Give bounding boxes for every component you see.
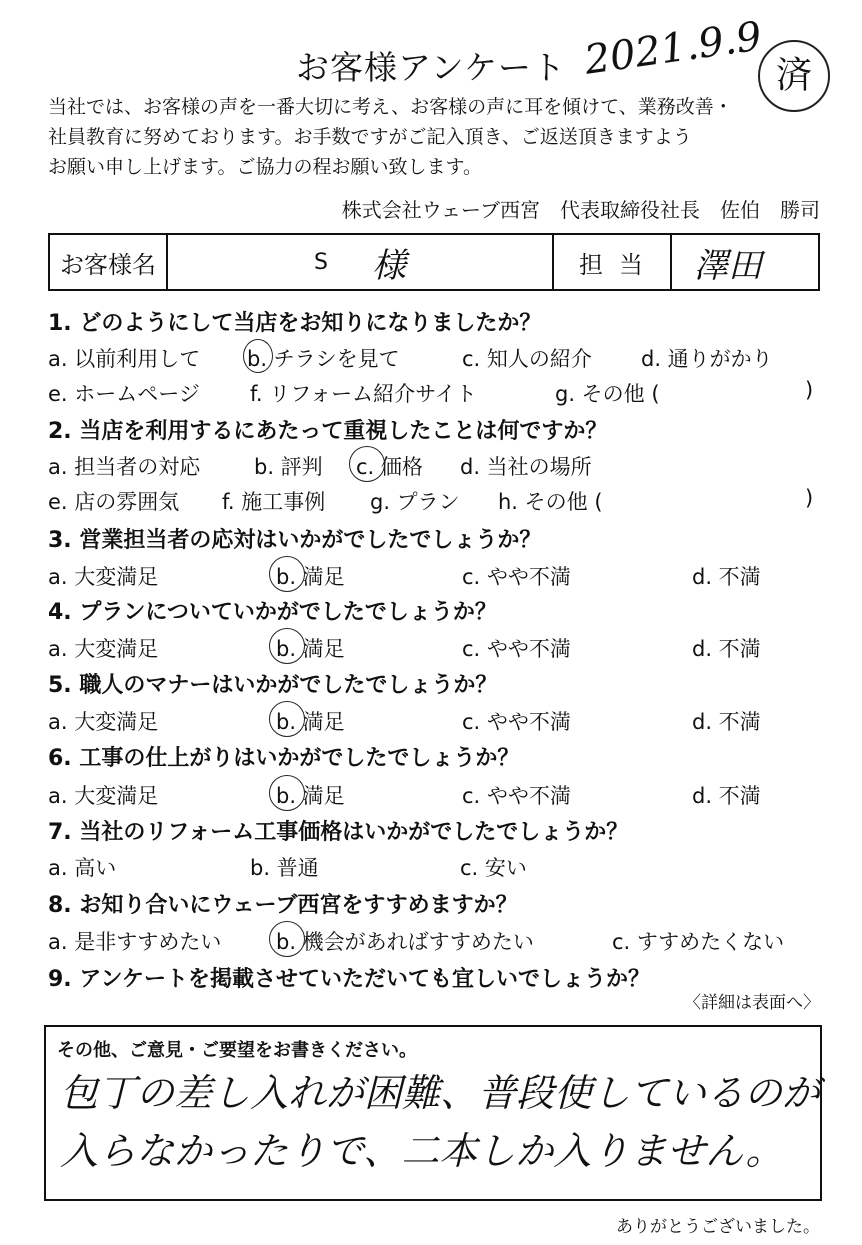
question-9: 9. アンケートを掲載させていただいても宜しいでしょうか？: [48, 967, 651, 992]
staff-name-field: [672, 235, 818, 289]
question-1: 1. どのようにして当店をお知りになりましたか？: [48, 311, 542, 336]
thanks-text: ありがとうございました。: [616, 1217, 820, 1237]
option-selected: b. 満足: [276, 784, 345, 808]
option: a. 大変満足: [48, 710, 159, 734]
customer-info-table: [48, 233, 820, 291]
option: b. 評判: [254, 455, 323, 479]
question-2: 2. 当店を利用するにあたって重視したことは何ですか？: [48, 419, 608, 444]
done-stamp: 済: [758, 40, 830, 112]
option: a. 以前利用して: [48, 347, 201, 371]
comment-label: その他、ご意見・ご要望をお書きください。: [57, 1040, 417, 1061]
option-selected: b. 満足: [276, 565, 345, 589]
option: b. 普通: [250, 856, 319, 880]
question-3: 3. 営業担当者の応対はいかがでしたでしょうか？: [48, 528, 542, 553]
customer-sama: 様: [371, 245, 406, 286]
option-selected: b. 満足: [276, 637, 345, 661]
option: g. プラン: [370, 490, 460, 514]
option-selected: c. 価格: [356, 455, 423, 479]
option: f. 施工事例: [222, 490, 326, 514]
option: d. 不満: [692, 710, 761, 734]
option: d. 不満: [692, 784, 761, 808]
option: a. 大変満足: [48, 784, 159, 808]
option-selected: b. 満足: [276, 710, 345, 734]
option: a. 大変満足: [48, 565, 159, 589]
option: d. 不満: [692, 637, 761, 661]
customer-label: お客様名: [50, 235, 168, 289]
option: c. 安い: [460, 856, 527, 880]
option-paren: ): [805, 378, 814, 402]
answer-circle: [269, 775, 305, 811]
answer-circle: [269, 701, 305, 737]
question-8: 8. お知り合いにウェーブ西宮をすすめますか？: [48, 893, 518, 918]
option: d. 通りがかり: [641, 347, 773, 371]
option: c. すすめたくない: [612, 930, 785, 954]
question-7: 7. 当社のリフォーム工事価格はいかがでしたでしょうか？: [48, 820, 629, 845]
detail-note: 〈詳細は表面へ〉: [684, 993, 820, 1013]
customer-name-field: [168, 235, 554, 289]
option: d. 不満: [692, 565, 761, 589]
option: e. ホームページ: [48, 382, 200, 406]
option: c. やや不満: [462, 710, 571, 734]
question-6: 6. 工事の仕上がりはいかがでしたでしょうか？: [48, 746, 520, 771]
intro-line: 当社では、お客様の声を一番大切に考え、お客様の声に耳を傾けて、業務改善・: [48, 96, 733, 118]
intro-line: 社員教育に努めております。お手数ですがご記入頂き、ご返送頂きますよう: [48, 126, 692, 148]
page-title: お客様アンケート: [295, 48, 567, 87]
answer-circle: [269, 556, 305, 592]
option: c. 知人の紹介: [462, 347, 592, 371]
option: h. その他 (: [498, 490, 603, 514]
handwritten-date: 2021.9.9: [581, 13, 765, 84]
option-selected: b. 機会があればすすめたい: [276, 930, 534, 954]
answer-circle: [243, 339, 273, 373]
option-selected: b. チラシを見て: [247, 347, 400, 371]
option: d. 当社の場所: [460, 455, 592, 479]
option-paren: ): [805, 486, 814, 510]
signer: 株式会社ウェーブ西宮 代表取締役社長 佐伯 勝司: [341, 198, 820, 222]
intro-text: [48, 92, 733, 182]
answer-circle: [269, 628, 305, 664]
option: e. 店の雰囲気: [48, 490, 180, 514]
answer-circle: [349, 446, 385, 482]
option: a. 高い: [48, 856, 117, 880]
option: c. やや不満: [462, 637, 571, 661]
answer-circle: [269, 921, 305, 957]
comment-line: 入らなかったりで、二本しか入りません。: [60, 1129, 784, 1173]
staff-label: 担当: [554, 235, 672, 289]
option: a. 担当者の対応: [48, 455, 201, 479]
customer-name: S: [314, 249, 328, 275]
option: a. 是非すすめたい: [48, 930, 222, 954]
question-5: 5. 職人のマナーはいかがでしたでしょうか？: [48, 673, 498, 698]
intro-line: お願い申し上げます。ご協力の程お願い致します。: [48, 156, 482, 178]
option: c. やや不満: [462, 784, 571, 808]
option: f. リフォーム紹介サイト: [250, 382, 477, 406]
option: a. 大変満足: [48, 637, 159, 661]
option: c. やや不満: [462, 565, 571, 589]
staff-name: 澤田: [694, 245, 762, 286]
question-4: 4. プランについていかがでしたでしょうか？: [48, 600, 497, 625]
comment-line: 包丁の差し入れが困難、普段使しているのが: [60, 1071, 821, 1115]
option: g. その他 (: [555, 382, 660, 406]
